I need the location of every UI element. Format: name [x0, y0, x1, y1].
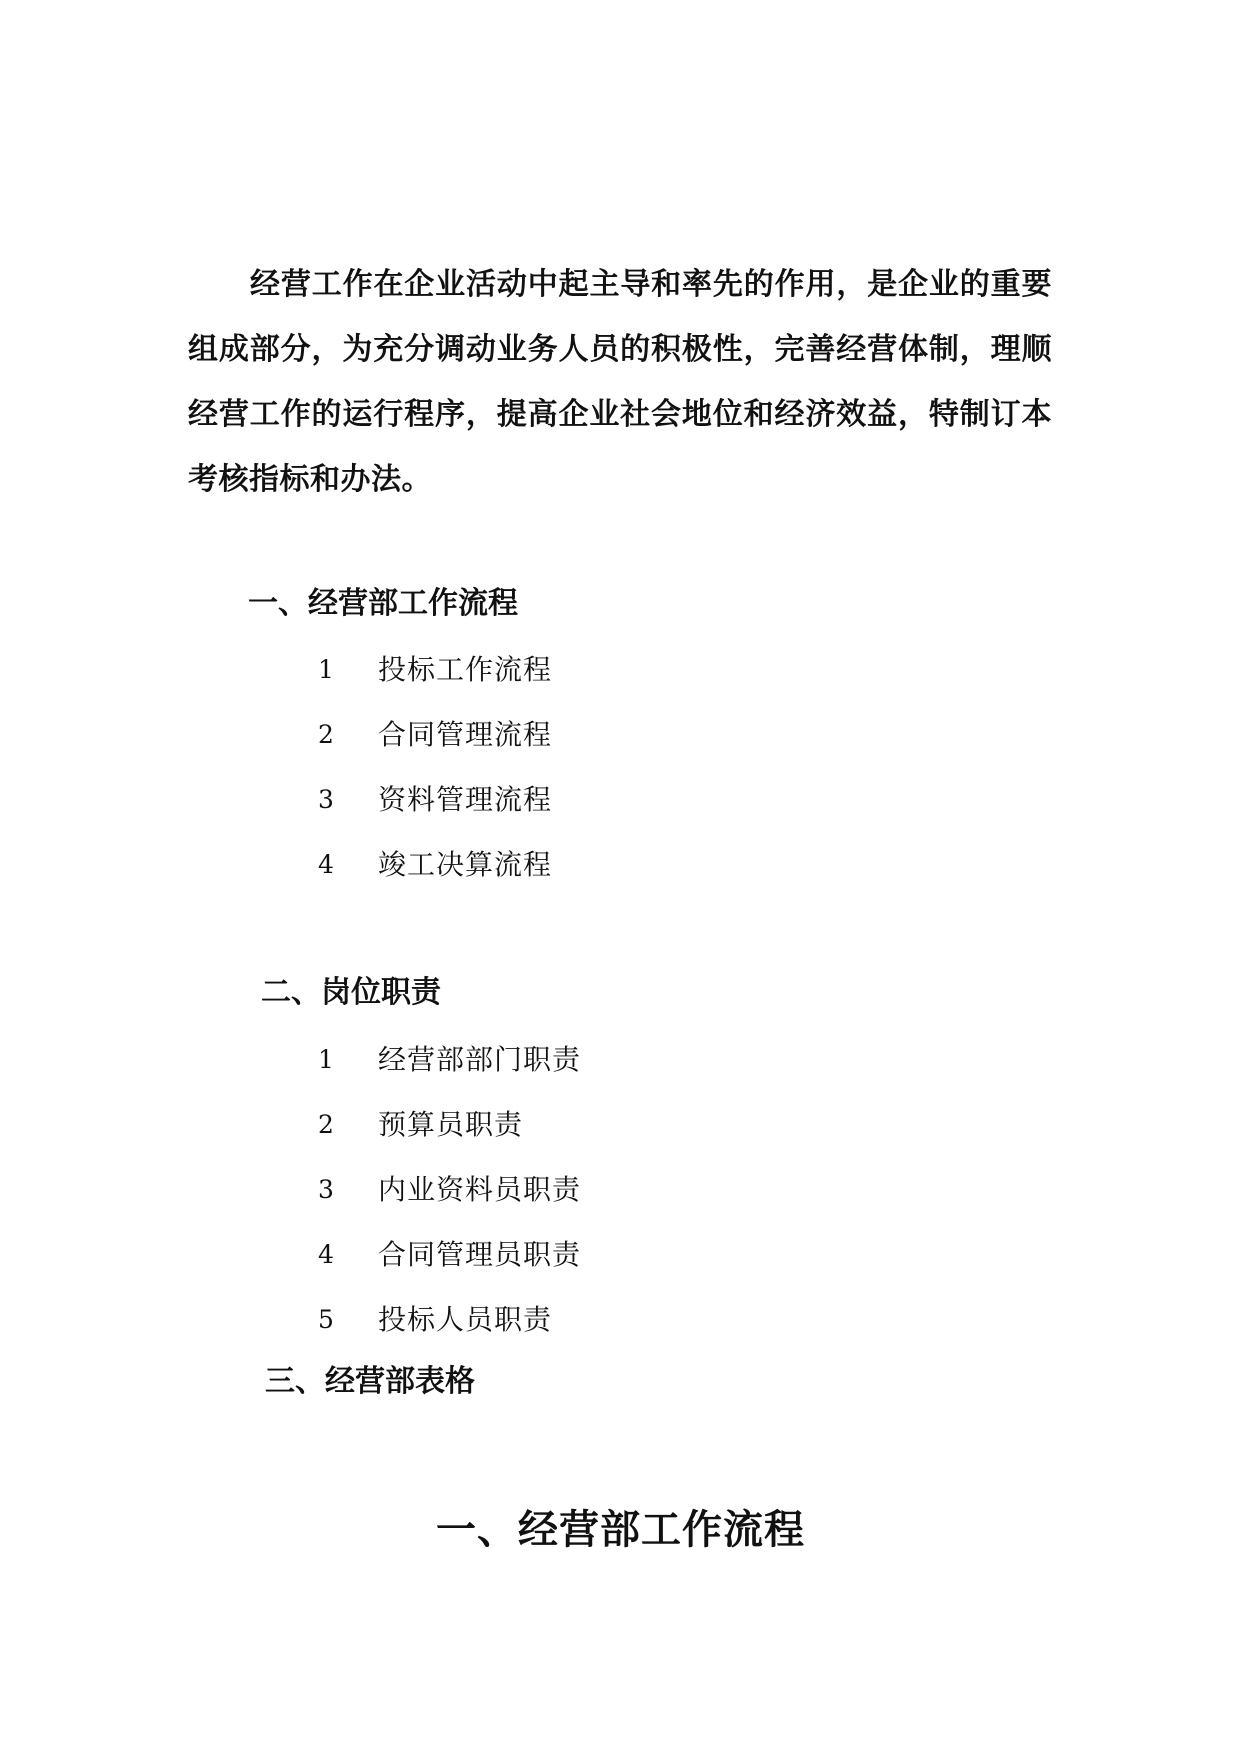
- item-label: 资料管理流程: [378, 783, 553, 816]
- item-number: 1: [318, 655, 334, 684]
- list-item: [318, 1300, 581, 1365]
- item-number: 2: [318, 1110, 334, 1139]
- section-heading-forms: 三、经营部表格: [265, 1364, 475, 1399]
- section-heading-workflow: 一、经营部工作流程: [248, 586, 518, 621]
- item-label: 竣工决算流程: [378, 848, 553, 881]
- item-number: 4: [318, 850, 334, 879]
- list-item: [318, 1040, 581, 1105]
- section-heading-duties: 二、岗位职责: [261, 975, 441, 1010]
- duties-list: [318, 1040, 581, 1365]
- item-number: 5: [318, 1305, 334, 1334]
- item-label: 投标人员职责: [378, 1303, 553, 1336]
- list-item: [318, 1105, 581, 1170]
- workflow-list: [318, 650, 552, 910]
- item-label: 预算员职责: [378, 1108, 524, 1141]
- item-number: 4: [318, 1240, 334, 1269]
- item-number: 3: [318, 1175, 334, 1204]
- item-label: 内业资料员职责: [378, 1173, 582, 1206]
- intro-paragraph: 经营工作在企业活动中起主导和率先的作用，是企业的重要组成部分，为充分调动业务人员的积极性，完善经营体制，理顺经营工作的运行程序，提高企业社会地位和经济效益，特制订本考核指标和办法。: [188, 267, 1052, 497]
- list-item: [318, 1170, 581, 1235]
- item-label: 合同管理员职责: [378, 1238, 582, 1271]
- list-item: [318, 780, 552, 845]
- item-number: 2: [318, 720, 334, 749]
- item-label: 经营部部门职责: [378, 1043, 582, 1076]
- item-number: 3: [318, 785, 334, 814]
- list-item: [318, 650, 552, 715]
- list-item: [318, 845, 552, 910]
- list-item: [318, 715, 552, 780]
- item-label: 投标工作流程: [378, 653, 553, 686]
- item-number: 1: [318, 1045, 334, 1074]
- item-label: 合同管理流程: [378, 718, 553, 751]
- chapter-title: 一、经营部工作流程: [436, 1506, 805, 1553]
- list-item: [318, 1235, 581, 1300]
